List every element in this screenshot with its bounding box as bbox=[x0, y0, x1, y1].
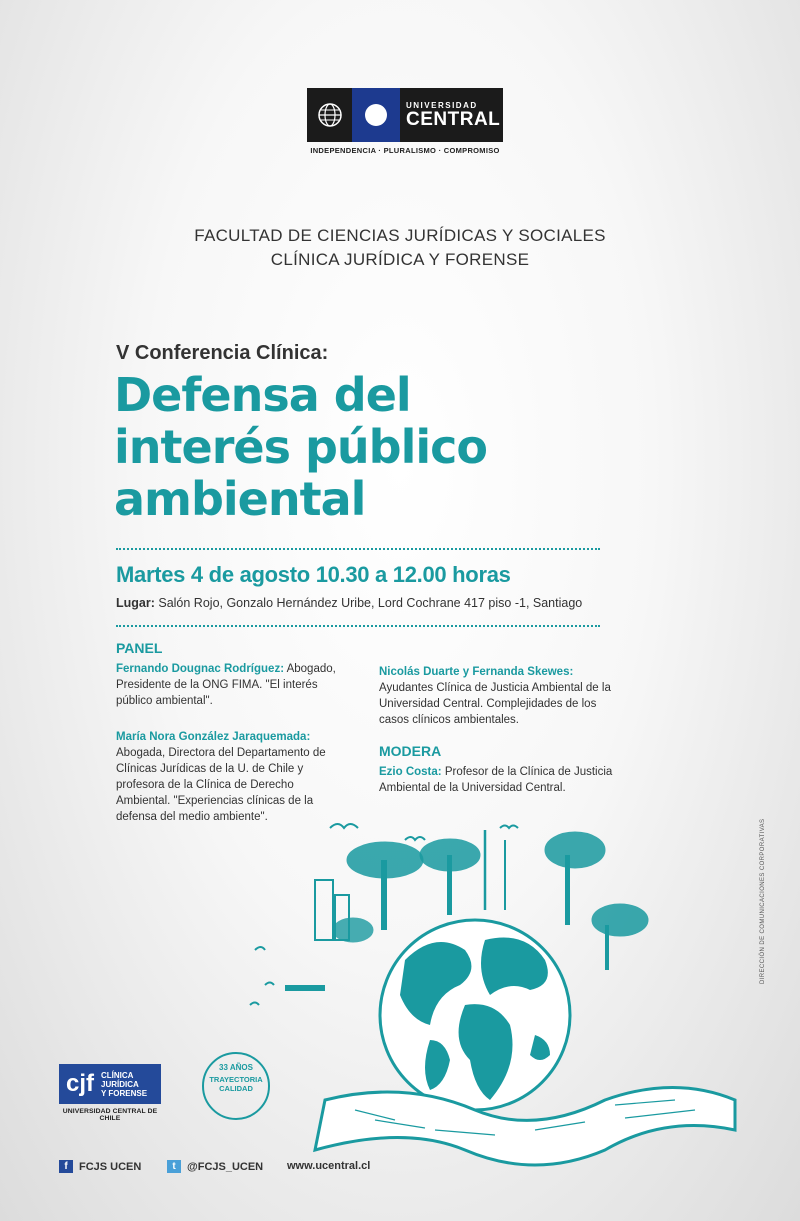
university-brand: CENTRAL bbox=[406, 108, 501, 130]
event-place bbox=[116, 596, 582, 610]
university-logo bbox=[307, 88, 503, 142]
speaker-name: Nicolás Duarte y Fernanda Skewes: bbox=[379, 666, 574, 678]
faculty-line-2: CLÍNICA JURÍDICA Y FORENSE bbox=[270, 250, 530, 269]
title-line-2: interés público bbox=[114, 420, 487, 474]
clinic-name-line-2: JURÍDICA bbox=[101, 1079, 139, 1089]
speaker-bio: Abogado, Presidente de la ONG FIMA. "El interés público ambiental". bbox=[116, 663, 336, 707]
university-label: UNIVERSIDAD bbox=[406, 100, 478, 110]
twitter-icon: t bbox=[167, 1160, 181, 1173]
globe-icon bbox=[307, 88, 352, 142]
earth-in-hand-illustration bbox=[235, 800, 755, 1170]
divider bbox=[116, 548, 600, 550]
event-date: Martes 4 de agosto 10.30 a 12.00 horas bbox=[116, 562, 511, 587]
facebook-icon: f bbox=[59, 1160, 73, 1173]
conference-label: V Conferencia Clínica: bbox=[116, 342, 329, 364]
clinic-name-line-3: Y FORENSE bbox=[101, 1088, 148, 1098]
moderator-heading: MODERA bbox=[379, 743, 442, 759]
website-url: www.ucentral.cl bbox=[287, 1160, 371, 1172]
speaker-bio: Abogada, Directora del Departamento de Clínicas Jurídicas de la U. de Chile y profesora de la Clínica de Derecho Ambiental. "Experiencias clínicas de la defensa del medio ambiente". bbox=[116, 747, 326, 823]
clinic-name-line-1: CLÍNICA bbox=[101, 1070, 134, 1080]
faculty-heading bbox=[0, 224, 800, 272]
clinic-name bbox=[101, 1071, 147, 1098]
speaker-1 bbox=[116, 661, 348, 709]
place-text: Salón Rojo, Gonzalo Hernández Uribe, Lord Cochrane 417 piso -1, Santiago bbox=[154, 596, 583, 610]
badge-line-2: CALIDAD bbox=[219, 1084, 253, 1093]
circle-emblem-icon bbox=[352, 88, 400, 142]
title-line-1: Defensa del bbox=[114, 368, 411, 422]
divider bbox=[116, 625, 600, 627]
moderator-name: Ezio Costa: bbox=[379, 766, 442, 778]
twitter-handle: @FCJS_UCEN bbox=[187, 1160, 264, 1173]
facebook-handle: FCJS UCEN bbox=[79, 1160, 142, 1173]
panel-heading: PANEL bbox=[116, 640, 163, 656]
speaker-name: María Nora González Jaraquemada: bbox=[116, 731, 311, 743]
clinic-mark: cjf bbox=[65, 1070, 94, 1097]
university-motto: INDEPENDENCIA · PLURALISMO · COMPROMISO bbox=[310, 146, 500, 155]
clinic-logo bbox=[59, 1064, 161, 1104]
faculty-line-1: FACULTAD DE CIENCIAS JURÍDICAS Y SOCIALES bbox=[194, 226, 606, 245]
twitter-link[interactable] bbox=[167, 1160, 263, 1173]
side-credit: DIRECCIÓN DE COMUNICACIONES CORPORATIVAS bbox=[760, 818, 766, 984]
conference-title bbox=[114, 369, 674, 525]
title-line-3: ambiental bbox=[114, 472, 366, 526]
speaker-name: Fernando Dougnac Rodríguez: bbox=[116, 663, 285, 675]
moderator bbox=[379, 764, 619, 796]
place-label: Lugar: bbox=[116, 596, 155, 610]
website-link[interactable] bbox=[287, 1160, 370, 1172]
clinic-logo-subtitle: UNIVERSIDAD CENTRAL DE CHILE bbox=[62, 1108, 158, 1122]
moderator-bio: Profesor de la Clínica de Justicia Ambiental de la Universidad Central. bbox=[379, 766, 613, 794]
speaker-bio: Ayudantes Clínica de Justicia Ambiental de la Universidad Central. Complejidades de los casos clínicos ambientales. bbox=[379, 682, 611, 726]
facebook-link[interactable] bbox=[59, 1160, 141, 1173]
badge-line-1: TRAYECTORIA bbox=[209, 1075, 263, 1084]
university-name bbox=[400, 88, 503, 142]
speaker-3 bbox=[379, 664, 624, 728]
anniversary-badge bbox=[202, 1052, 270, 1120]
badge-years: 33 AÑOS bbox=[219, 1063, 253, 1072]
